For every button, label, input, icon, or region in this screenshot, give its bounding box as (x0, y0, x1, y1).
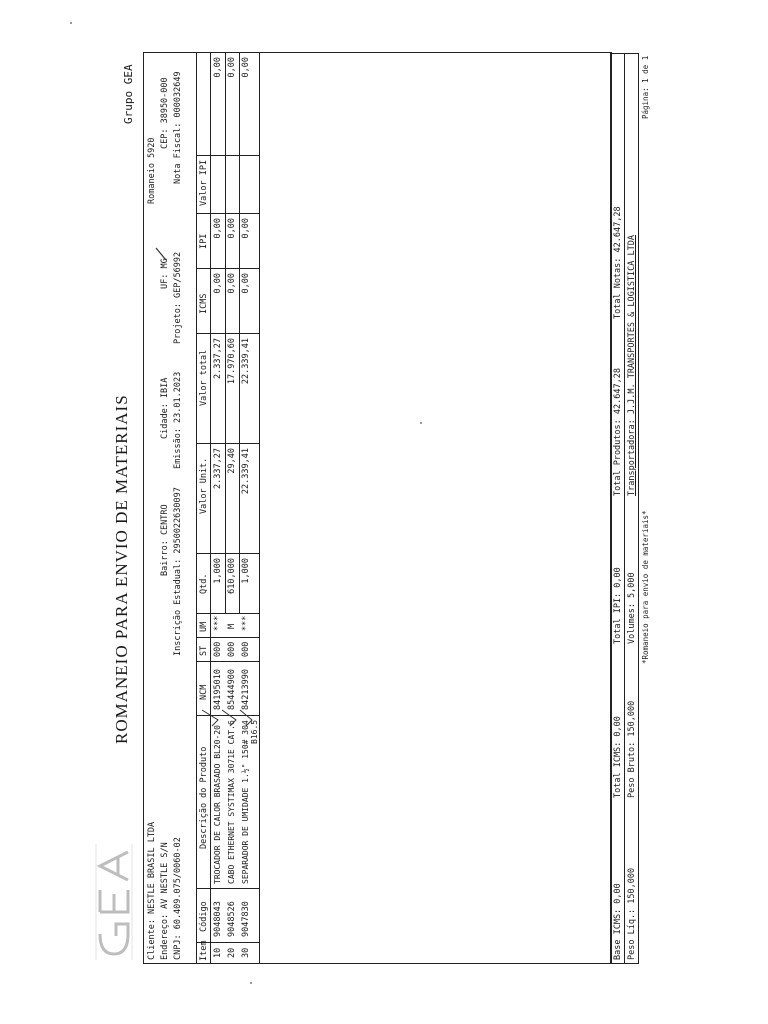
col-header-ipi: IPI (199, 233, 209, 249)
endereco-field: Endereço: AV NESTLE S/N (160, 842, 170, 960)
gea-logo-icon (90, 834, 138, 964)
base-icms: Base ICMS: 0,00 (613, 883, 623, 960)
transportadora: Transportadora: J.J.M. TRANSPORTES & LOGISTICA LTDA (627, 235, 637, 496)
col-header-codigo: Código (199, 901, 209, 932)
row-descricao: TROCADOR DE CALOR BRASADO BL20-20 (213, 725, 222, 884)
row-icms: 0,00 (227, 273, 237, 294)
col-header-valor-unit: Valor Unit. (199, 457, 209, 514)
totals-divider (610, 963, 638, 964)
table-header-rule (210, 53, 211, 964)
col-header-ncm: NCM (199, 684, 209, 700)
document-title: ROMANEIO PARA ENVIO DE MATERIAIS (112, 394, 131, 744)
handwritten-tick (154, 246, 168, 262)
row-valor-unit: 22.339,41 (241, 448, 251, 495)
col-header-valor-ipi: Valor IPI (199, 159, 209, 206)
totals-divider (610, 53, 638, 54)
row-item: 30 (241, 947, 251, 958)
row-ncm: 85444900 (227, 669, 237, 710)
row-ipi: 0,00 (227, 218, 237, 239)
total-produtos: Total Produtos: 42.647,28 (613, 368, 623, 496)
col-divider (196, 888, 259, 889)
row-valor-ipi: 0,00 (213, 57, 223, 78)
col-divider (196, 661, 259, 662)
col-header-descricao: Descrição do Produto (199, 746, 209, 849)
row-um: *** (241, 615, 251, 631)
row-icms: 0,00 (241, 273, 251, 294)
col-divider (196, 213, 259, 214)
row-qtd: 1,000 (241, 558, 251, 584)
emissao-field: Emissão: 23.01.2023 (173, 371, 183, 469)
row-codigo: 9048526 (227, 901, 237, 937)
peso-liquido: Peso Líq.: 150,000 (627, 867, 637, 960)
inscricao-estadual-field: Inscrição Estadual: 2950022630097 (173, 487, 183, 656)
row-qtd: 1,000 (213, 558, 223, 584)
col-header-st: ST (199, 645, 209, 656)
row-st: 000 (213, 641, 223, 657)
brand-name: Grupo GEA (122, 64, 135, 124)
total-ipi: Total IPI: 0,00 (613, 567, 623, 644)
row-ipi: 0,00 (241, 218, 251, 239)
cnpj-field: CNPJ: 60.409.075/0060-02 (173, 837, 183, 960)
row-valor-ipi: 0,00 (227, 57, 237, 78)
col-header-item: Item (199, 940, 209, 961)
col-header-um: UM (199, 621, 209, 632)
row-rule (225, 53, 226, 614)
footer-note: *Romaneio para envio de materiais* (641, 510, 650, 664)
row-valor-total: 22.339,41 (241, 338, 251, 385)
row-item: 20 (227, 947, 237, 958)
cep-field: CEP: 38950-000 (160, 77, 170, 149)
handwritten-check-marks (200, 708, 260, 728)
row-valor-total: 17.970,60 (227, 338, 237, 385)
row-codigo: 9048043 (213, 901, 223, 937)
page-number: Página: 1 de 1 (641, 55, 650, 119)
row-ipi: 0,00 (213, 218, 223, 239)
row-descricao: CABO ETHERNET SYSTIMAX 3071E CAT.6 (227, 720, 236, 884)
row-st: 000 (241, 641, 251, 657)
row-valor-ipi: 0,00 (241, 57, 251, 78)
row-ncm: 84195010 (213, 669, 223, 710)
nota-fiscal-field: Nota Fiscal: 000032649 (173, 71, 183, 184)
romaneio-number: Romaneio 5920 (147, 137, 157, 204)
uf-field: UF: MG (160, 258, 170, 289)
bairro-field: Bairro: CENTRO (160, 504, 170, 576)
col-divider (196, 268, 259, 269)
row-um: *** (213, 615, 223, 631)
row-item: 10 (213, 947, 223, 958)
scan-speck (420, 422, 422, 424)
row-descricao-continued: B16.5 (250, 719, 259, 744)
col-header-valor-total: Valor total (199, 349, 209, 406)
projeto-field: Projeto: GEP/56992 (173, 251, 183, 344)
total-notas: Total Notas: 42.647,28 (613, 206, 623, 319)
totals-bottom-rule (638, 53, 639, 964)
col-divider (196, 155, 259, 156)
row-descricao: SEPARADOR DE UMIDADE 1.½" 150# 304 (241, 720, 250, 884)
totals-top-rule (610, 53, 611, 964)
row-codigo: 9047830 (241, 901, 251, 937)
peso-bruto: Peso Bruto: 150,000 (627, 700, 637, 798)
row-qtd: 610,000 (227, 558, 237, 594)
col-header-icms: ICMS (199, 293, 209, 314)
col-divider (196, 443, 259, 444)
totals-middle-rule (624, 53, 625, 964)
col-divider (196, 333, 259, 334)
scan-speck (70, 22, 72, 24)
col-divider (196, 637, 259, 638)
total-icms: Total ICMS: 0,00 (613, 716, 623, 798)
row-valor-total: 2.337,27 (213, 338, 223, 379)
table-top-rule (196, 53, 197, 964)
row-st: 000 (227, 641, 237, 657)
row-ncm: 84213990 (241, 669, 251, 710)
col-header-qtd: Qtd. (199, 573, 209, 594)
cliente-field: Cliente: NESTLE BRASIL LTDA (147, 821, 157, 960)
col-divider (196, 553, 259, 554)
col-divider (196, 613, 259, 614)
scan-speck (250, 982, 252, 984)
row-valor-unit: 2.337,27 (213, 448, 223, 489)
volumes: Volumes: 5,000 (627, 572, 637, 644)
row-valor-unit: 29,40 (227, 448, 237, 474)
row-rule (239, 53, 240, 614)
row-icms: 0,00 (213, 273, 223, 294)
table-bottom-rule (259, 53, 260, 964)
row-um: M (227, 623, 237, 629)
cidade-field: Cidade: IBIA (160, 377, 170, 439)
